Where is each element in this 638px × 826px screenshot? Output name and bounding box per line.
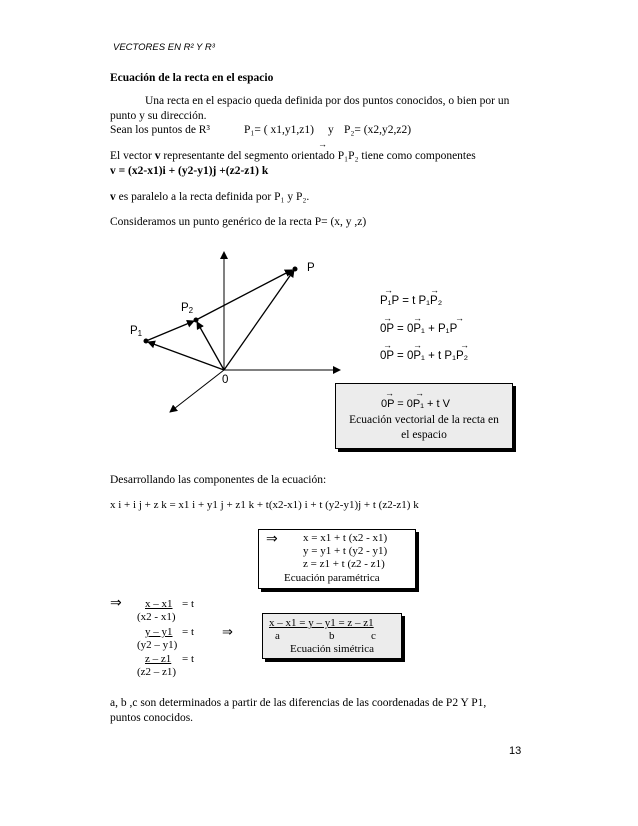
parallel-text: es paralelo a la recta definida por P₁ y P₂.: [115, 191, 310, 203]
param-label: Ecuación paramétrica: [284, 572, 380, 584]
axis-x: [170, 370, 224, 412]
generic-point: Consideramos un punto genérico de la recta P= (x, y ,z): [110, 216, 367, 228]
point-p1: [144, 339, 149, 344]
p2-definition: P₂= (x2,y2,z2): [344, 124, 412, 136]
vector-0p: [224, 270, 294, 370]
vector-segment: P₁P₂: [337, 150, 359, 162]
vector-equation-label-2: el espacio: [401, 429, 447, 441]
vector-equation-label: Ecuación vectorial de la recta en: [349, 414, 499, 426]
label-p2-letter: P: [181, 302, 189, 314]
symmetric-equation: x – x1 = y – y1 = z – z1: [269, 617, 374, 629]
final-line-2: puntos conocidos.: [110, 712, 194, 724]
vector-0p1: [148, 342, 224, 370]
develop-text: Desarrollando las componentes de la ecuación:: [110, 474, 327, 486]
p1-definition: P₁= ( x1,y1,z1): [244, 124, 314, 136]
arrow: →: [383, 313, 392, 323]
arrow: →: [460, 340, 469, 350]
fraction-num-x: x – x1: [145, 598, 173, 610]
vector-arrow: →: [318, 139, 327, 149]
running-header: VECTORES EN R² Y R³: [113, 42, 215, 53]
fraction-num-z: z – z1: [145, 653, 172, 665]
sym-den-a: a: [275, 630, 280, 642]
arrow: →: [385, 388, 394, 398]
vector-equation: 0P = 0P₁ + t V: [381, 398, 450, 410]
sym-den-c: c: [371, 630, 376, 642]
implies-icon: ⇒: [222, 624, 233, 639]
vector-v: v: [154, 150, 161, 162]
paragraph-line: punto y su dirección.: [110, 110, 207, 122]
arrow: →: [413, 313, 422, 323]
arrow: →: [415, 388, 424, 398]
vector-equation-box: [335, 383, 513, 449]
fraction-den-x: (x2 - x1): [137, 611, 176, 623]
param-y: y = y1 + t (y2 - y1): [303, 545, 388, 557]
components-equation: x i + i j + z k = x1 i + y1 j + z1 k + t(x2-x1) i + t (y2-y1)j + t (z2-z1) k: [110, 499, 419, 511]
symmetric-label: Ecuación simétrica: [290, 643, 374, 655]
fraction-eq-t: = t: [182, 653, 195, 665]
implies-icon: ⇒: [110, 596, 122, 611]
vector-sentence-a: El vector: [110, 150, 152, 162]
eq-0p-sum: 0P = 0P₁ + P₁P: [380, 323, 458, 335]
label-p2: $P_2$: [181, 302, 194, 315]
implies-icon: ⇒: [266, 532, 278, 547]
fraction-eq-t: = t: [182, 626, 195, 638]
arrow: →: [413, 340, 422, 350]
vector-sentence-c: tiene como componentes: [361, 150, 476, 162]
fraction-eq-t: = t: [182, 598, 195, 610]
param-x: x = x1 + t (x2 - x1): [303, 532, 388, 544]
fraction-num-y: y – y1: [145, 626, 173, 638]
parallel-v: v: [110, 191, 116, 203]
vector-p2p: [196, 270, 292, 320]
label-p1-letter: P: [130, 325, 138, 337]
label-origin: 0: [222, 374, 229, 386]
page-number: 13: [509, 745, 522, 757]
y-word: y: [328, 124, 334, 136]
arrow: →: [455, 313, 464, 323]
v-components: v = (x2-x1)i + (y2-y1)j +(z2-z1) k: [110, 165, 269, 177]
paragraph-line: Una recta en el espacio queda definida por dos puntos conocidos, o bien por un: [145, 95, 510, 107]
arrow: →: [383, 340, 392, 350]
point-p: [293, 267, 298, 272]
fraction-den-y: (y2 – y1): [137, 639, 178, 651]
vector-p1p2: [146, 321, 194, 341]
label-p1: $P_1$: [130, 325, 143, 338]
parametric-box: [258, 529, 416, 589]
eq-0p-t: 0P = 0P₁ + t P₁P₂: [380, 350, 469, 362]
arrow: →: [430, 285, 439, 295]
final-line: a, b ,c son determinados a partir de las diferencias de las coordenadas de P2 Y P1,: [110, 697, 487, 709]
section-title: Ecuación de la recta en el espacio: [110, 72, 274, 84]
eq-p1p: P₁P = t P₁P₂: [380, 295, 443, 307]
arrow: →: [384, 285, 393, 295]
param-z: z = z1 + t (z2 - z1): [303, 558, 385, 570]
vector-0p2: [197, 322, 224, 370]
symmetric-box: [262, 613, 402, 659]
fraction-den-z: (z2 – z1): [137, 666, 177, 678]
sym-den-b: b: [329, 630, 335, 642]
points-intro: Sean los puntos de R³: [110, 124, 210, 136]
point-p2: [194, 318, 199, 323]
label-p: P: [307, 262, 315, 274]
vector-sentence-b: representante del segmento orientado: [163, 150, 335, 162]
